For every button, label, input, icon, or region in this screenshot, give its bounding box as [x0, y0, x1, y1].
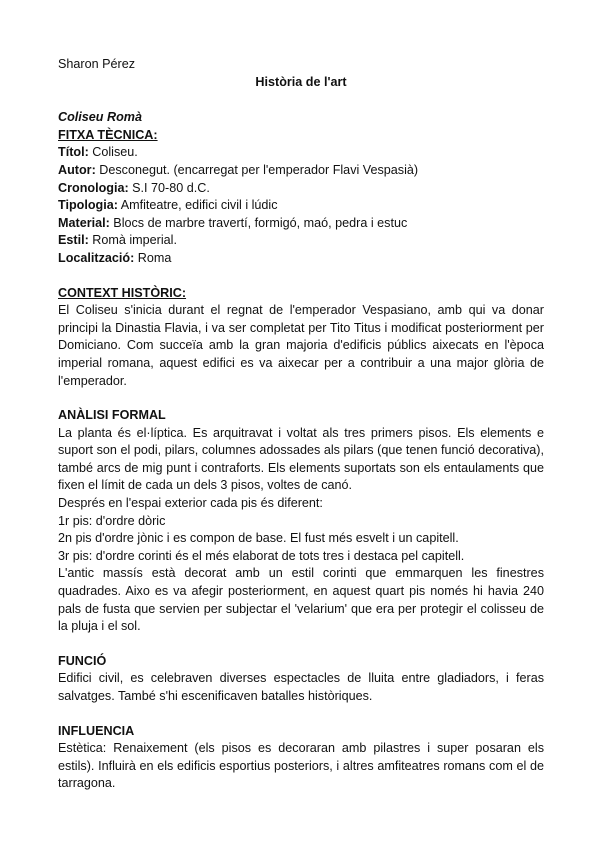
document-title: Història de l'art — [255, 74, 347, 89]
fitxa-row — [58, 180, 544, 198]
fitxa-row — [58, 144, 544, 162]
fitxa-label: Localització: — [58, 250, 135, 265]
analisi-paragraph: L'antic massís està decorat amb un estil corinti que emmarquen les finestres quadrades. Aixo es va afegir posteriorment, en aquest quart pis només hi havia 240 pals de fusta que servien per subjectar el 'velarium' que era per protegir el colisseu de la pluja i el sol. — [58, 566, 544, 634]
analisi-heading: ANÀLISI FORMAL — [58, 408, 166, 423]
context-heading: CONTEXT HISTÒRIC: — [58, 285, 187, 300]
fitxa-label: Títol: — [58, 145, 89, 160]
fitxa-label: Estil: — [58, 233, 89, 248]
fitxa-value: Romà imperial. — [88, 233, 177, 248]
analisi-line: 1r pis: d'ordre dòric — [58, 513, 166, 528]
fitxa-row — [58, 250, 544, 268]
subject-title: Coliseu Romà — [58, 110, 142, 125]
author-name: Sharon Pérez — [58, 57, 136, 71]
fitxa-value: Coliseu. — [88, 145, 138, 160]
analisi-line: 2n pis d'ordre jònic i es compon de base. El fust més esvelt i un capitell. — [58, 531, 459, 546]
funcio-paragraph: Edifici civil, es celebraven diverses espectacles de lluita entre gladiadors, i feras salvatges. També s'hi escenificaven batalles històriques. — [58, 671, 544, 703]
analisi-line: 3r pis: d'ordre corinti és el més elaborat de tots tres i destaca pel capitell. — [58, 548, 465, 563]
document-page — [58, 56, 544, 793]
context-paragraph: El Coliseu s'inicia durant el regnat de l'emperador Vespasiano, amb qui va donar principi la Dinastia Flavia, i va ser completat per Tito Titus i modificat posteriorment per Domiciano. Com succeïa amb la gran majoria d'edificis públics aixecats en l'època imperial romana, aquest edifici es va aixecar per a contribuir a una major glòria de l'emperador. — [58, 303, 544, 388]
fitxa-row — [58, 197, 544, 215]
influencia-paragraph: Estètica: Renaixement (els pisos es decoraran amb pilastres i super posaran els estils). Influirà en els edificis esportius posteriors, i altres amfiteatres romans com el de tarragona. — [58, 741, 544, 791]
fitxa-label: Autor: — [58, 162, 96, 177]
fitxa-value: Amfiteatre, edifici civil i lúdic — [117, 198, 278, 213]
fitxa-row — [58, 215, 544, 233]
fitxa-label: Cronologia: — [58, 180, 129, 195]
fitxa-list — [58, 144, 544, 267]
analisi-line: Després en l'espai exterior cada pis és diferent: — [58, 496, 323, 511]
fitxa-row — [58, 162, 544, 180]
fitxa-value: S.I 70-80 d.C. — [128, 180, 210, 195]
fitxa-label: Material: — [58, 215, 110, 230]
fitxa-value: Desconegut. (encarregat per l'emperador Flavi Vespasià) — [95, 162, 419, 177]
fitxa-row — [58, 232, 544, 250]
fitxa-value: Roma — [134, 250, 172, 265]
funcio-heading: FUNCIÓ — [58, 653, 107, 668]
influencia-heading: INFLUENCIA — [58, 723, 135, 738]
analisi-paragraph: La planta és el·líptica. Es arquitravat i voltat als tres primers pisos. Els elements e suport son el podi, pilars, columnes adossades als pilars (que tenen funció decorativa), també arcs de mig punt i contraforts. Els elements suportats son els entaulaments que fixen el límit de cada un dels 3 pisos, voltes de canó. — [58, 425, 544, 493]
fitxa-heading: FITXA TÈCNICA: — [58, 127, 158, 142]
fitxa-value: Blocs de marbre travertí, formigó, maó, pedra i estuc — [109, 215, 408, 230]
fitxa-label: Tipologia: — [58, 198, 118, 213]
